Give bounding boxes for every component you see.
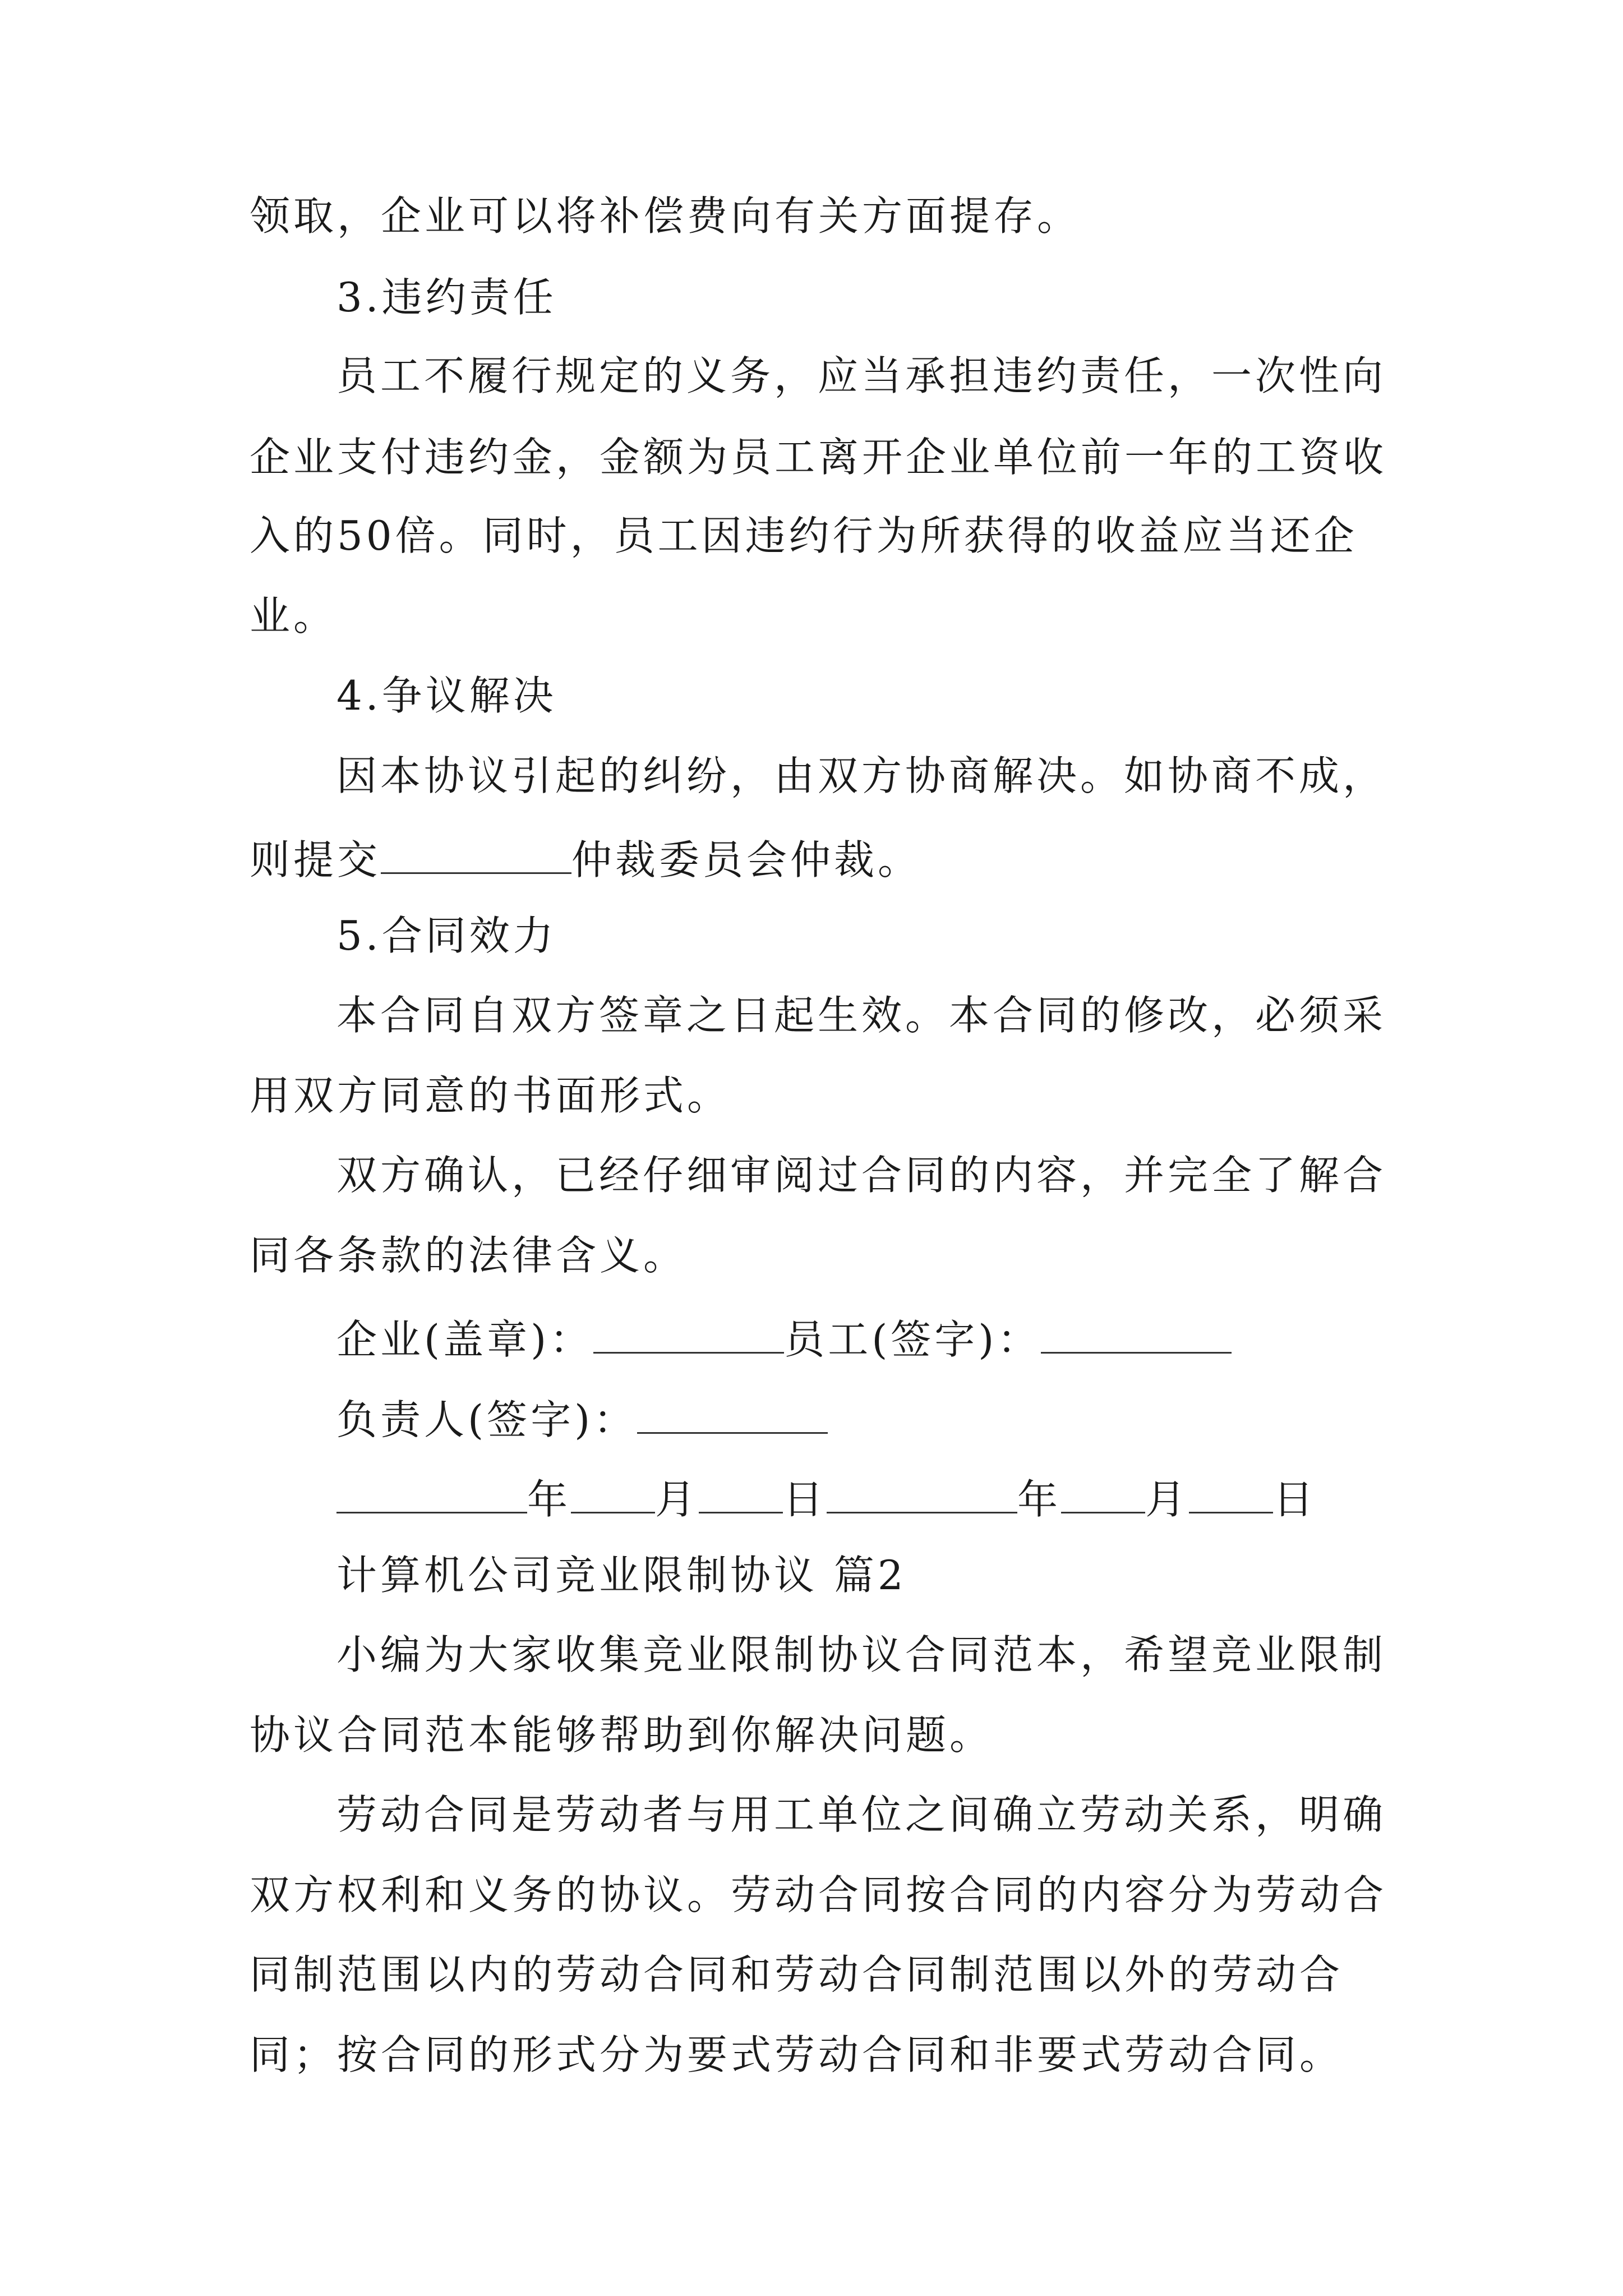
day-blank-employee[interactable]	[1189, 1467, 1273, 1513]
day-label: 日	[783, 1476, 827, 1523]
responsible-sign-label: 负责人(签字)：	[336, 1396, 638, 1443]
text-line: 同；按合同的形式分为要式劳动合同和非要式劳动合同。	[250, 2031, 1344, 2078]
section-heading: 5.合同效力	[336, 912, 557, 959]
month-blank-enterprise[interactable]	[571, 1467, 655, 1513]
arbitration-suffix: 仲裁委员会仲裁。	[571, 836, 922, 884]
responsible-sign-blank[interactable]	[637, 1387, 828, 1434]
year-blank-enterprise[interactable]	[336, 1467, 527, 1513]
text-line: 员工不履行规定的义务，应当承担违约责任，一次性向	[336, 352, 1387, 399]
year-label: 年	[1017, 1476, 1062, 1523]
text-line: 同制范围以内的劳动合同和劳动合同制范围以外的劳动合	[250, 1951, 1344, 1998]
section-heading: 3.违约责任	[336, 274, 557, 321]
article-title: 计算机公司竞业限制协议 篇2	[336, 1552, 907, 1599]
employee-sign-blank[interactable]	[1041, 1307, 1232, 1354]
employee-sign-label: 员工(签字)：	[784, 1316, 1041, 1363]
month-label: 月	[1145, 1476, 1189, 1523]
section-heading: 4.争议解决	[336, 672, 557, 719]
date-line	[336, 1467, 1486, 1527]
text-line: 双方权利和义务的协议。劳动合同按合同的内容分为劳动合	[250, 1871, 1387, 1918]
day-blank-enterprise[interactable]	[699, 1467, 783, 1513]
text-line: 领取，企业可以将补偿费向有关方面提存。	[250, 192, 1081, 240]
text-line: 业。	[250, 592, 338, 639]
arbitration-line	[250, 827, 1399, 888]
text-line: 劳动合同是劳动者与用工单位之间确立劳动关系，明确	[336, 1791, 1387, 1838]
text-line: 本合同自双方签章之日起生效。本合同的修改，必须采	[336, 992, 1387, 1039]
signature-line-enterprise	[336, 1307, 1486, 1368]
enterprise-seal-blank[interactable]	[593, 1307, 784, 1354]
enterprise-seal-label: 企业(盖章)：	[336, 1316, 594, 1363]
text-line: 小编为大家收集竞业限制协议合同范本，希望竞业限制	[336, 1631, 1387, 1678]
text-line: 协议合同范本能够帮助到你解决问题。	[250, 1711, 994, 1759]
year-blank-employee[interactable]	[827, 1467, 1017, 1513]
month-label: 月	[655, 1476, 699, 1523]
text-line: 企业支付违约金，金额为员工离开企业单位前一年的工资收	[250, 434, 1387, 481]
text-line: 同各条款的法律含义。	[250, 1232, 688, 1279]
arbitration-blank[interactable]	[381, 827, 571, 874]
arbitration-prefix: 则提交	[250, 836, 381, 884]
text-line: 用双方同意的书面形式。	[250, 1072, 731, 1119]
year-label: 年	[527, 1476, 571, 1523]
text-line: 双方确认，已经仔细审阅过合同的内容，并完全了解合	[336, 1152, 1387, 1199]
signature-line-responsible	[336, 1387, 1486, 1448]
text-line: 入的50倍。同时，员工因违约行为所获得的收益应当还企	[250, 512, 1358, 559]
day-label: 日	[1273, 1476, 1317, 1523]
text-line: 因本协议引起的纠纷，由双方协商解决。如协商不成，	[336, 752, 1387, 799]
month-blank-employee[interactable]	[1061, 1467, 1145, 1513]
